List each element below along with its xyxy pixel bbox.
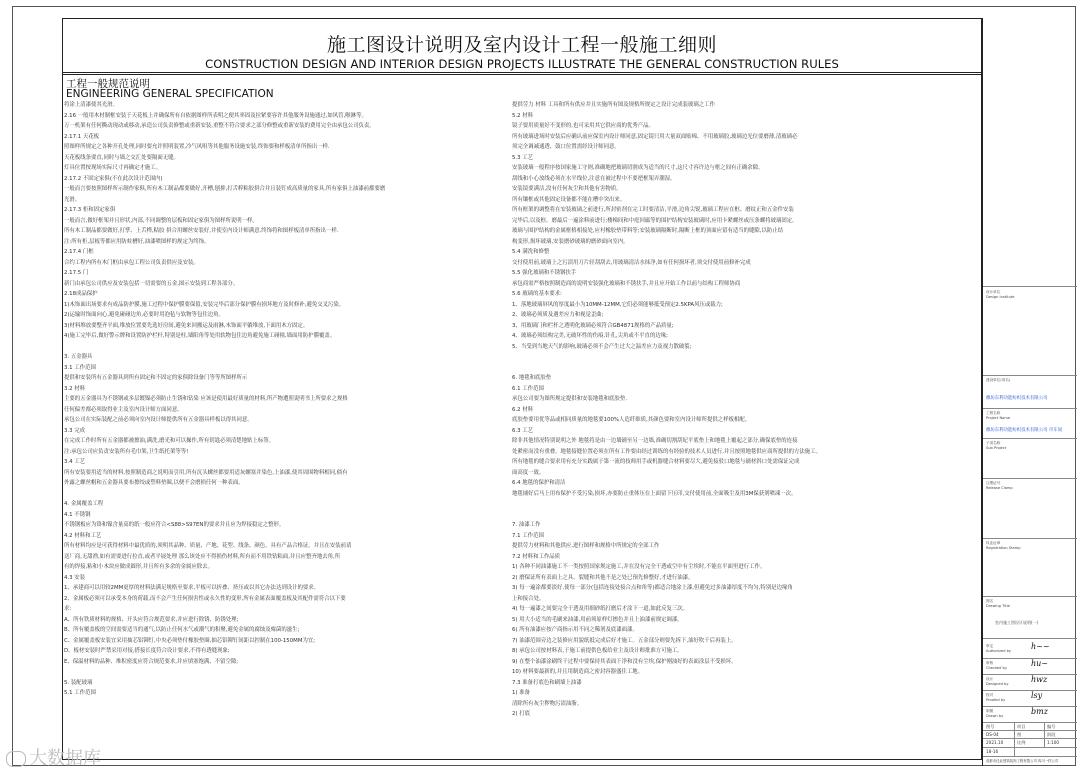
spec-line: 4) 每一遍漆之间要完全干透及用细砂纸打磨后才涂下一道,如此反复三次。 xyxy=(512,606,689,612)
spec-line xyxy=(64,342,504,353)
spec-line: 1、落地玻璃屏风的厚度最小为10MM-12MM,它们必须能够抵受预定2.5KPA风压或载力; xyxy=(512,301,723,308)
role-label: 设计 xyxy=(986,677,994,681)
title-block-footer: 成都市佳业建筑装饰工程有限公司 四川一样公司 xyxy=(986,759,1059,763)
spec-line: 5.1 工作范围 xyxy=(64,690,96,696)
spec-line: 除非其他情况特别说明之外 地毯将是由一边墙铺至另一边墙,准确切割刮妃平底垫上和地毯上覆起之部分,确保底垫的连接 xyxy=(512,438,798,444)
role-en: Checked by xyxy=(986,666,1007,670)
sub-project-label: 子项名称 xyxy=(986,441,1001,445)
spec-line: 地毯铺好后马上用布保护不受污染,损坏,亦要防止重体压在上面留下压印,交付使用前,全面吸尘及用3M保获剂喷凍一次。 xyxy=(512,490,797,497)
spec-line: 5.5 强化玻璃和不锈钢扶手 xyxy=(512,270,577,276)
spec-line: 2.17.2 不固定家俱(不在此次设计范围内) xyxy=(64,175,163,182)
spec-line: 处紧密而没有重叠。地毯接缝位置必须在所有工作要由经过训练的有经验的技术人员进行,并且按照地毯供应商所提供的方法施工。 xyxy=(512,448,821,455)
tb-divider xyxy=(983,722,1077,723)
registration-en: Registration Stamp xyxy=(986,546,1021,550)
tb-divider xyxy=(983,596,1077,597)
spec-line: 3)材料堆放要整齐平面,堆放位置要先选好房间,避免来回搬运及雨淋,木饰面平躺堆放,下面用木方固定。 xyxy=(64,322,309,329)
spec-line: 5.2 材料 xyxy=(512,112,534,119)
spec-line: 将涂上清漆使其光滑。 xyxy=(64,102,118,108)
spec-line: 2)运输时饰面向心,避免碰碰边角,必要时用泡毡与软物等包住边角。 xyxy=(64,312,224,318)
spec-line: 照图样所规定之各种开孔处理,同时要允许照明装置,冷气风咀等其他服务设施安装,终饰要和样板清单所指出一样. xyxy=(64,144,330,150)
spec-line: 5.4 满洗和修整 xyxy=(512,249,550,255)
spec-line xyxy=(512,499,977,510)
spec-line: 注:所有柜,层板等都应用防蛀槽好,油漆喷图样的规定为终饰。 xyxy=(64,238,210,245)
tb-divider xyxy=(983,438,1077,439)
spec-line: 3.2 材料 xyxy=(64,385,86,392)
role-label: 审核 xyxy=(986,661,994,665)
spec-line: 7.1 工作范围 xyxy=(512,532,544,539)
project-en: Project Name xyxy=(986,416,1011,420)
spec-line: 5.3 工艺 xyxy=(512,154,534,161)
grid-cell: DS-04 xyxy=(986,732,999,737)
owner-label: 建设单位(项名) xyxy=(986,378,1011,382)
spec-line xyxy=(512,352,977,363)
tb-divider xyxy=(983,747,1077,748)
drawing-label: 图名 xyxy=(986,599,994,603)
drawing-en: Drawing Title xyxy=(986,604,1010,608)
tb-divider xyxy=(983,738,1077,739)
signature: bmz xyxy=(1031,707,1048,716)
spec-line: 7.3 准备打底色和刷墙上油漆 xyxy=(512,679,582,686)
spec-line: 2.17.3 柜和固定家俱 xyxy=(64,207,116,213)
tb-divider xyxy=(983,538,1077,539)
tb-divider xyxy=(983,690,1077,691)
spec-line: 交付使用前,玻璃上之污渍用刀片轻刮刮去,用玻璃清洁水抹净,如有任何损坏者,须交付使用前修补完成 xyxy=(512,259,751,266)
role-en: Designed by xyxy=(986,682,1009,686)
spec-line: 2、金属板必须可以承受本身的荷载,而不会产生任何损害性或永久性的变形,所有金属表面覆盖板及其配件需符合以下要 xyxy=(64,595,346,602)
section-heading-en: ENGINEERING GENERAL SPECIFICATION xyxy=(66,88,274,100)
spec-line: 有的焊接,粘和小木块应做成圆形,并且所有多余的金属应除去。 xyxy=(64,564,213,570)
spec-line: 主要的五金器具为不锈钢或多层镀镍必须防止生锈和钻染 应该是使用最好质量的材料,所产物遭照说明书上所要求之规格 xyxy=(64,396,348,402)
grid-cell: 编号 xyxy=(1047,724,1056,729)
spec-line: 9) 在整个油漆涂刷终干过程中要保持其表面干净和没有尘埃,保护刚油好的表面涂层不受损坏。 xyxy=(512,658,737,665)
sub-project-en: Sub Project xyxy=(986,446,1007,450)
spec-line: 所有地毯的缝合要求用有充分实践属于第一流的技师用手或机器缝合材料要尽大,避免接驳口地毯与铺材斜口处需保证完成 xyxy=(512,459,800,465)
spec-line: 所有材料均应是可获得材料中最优质的,须明其品种、质量、产地、花型、线条、颜色、具有产品合格证。并且在安装前请 xyxy=(64,543,352,549)
tb-divider xyxy=(983,730,1077,731)
sheet-title-en: CONSTRUCTION DESIGN AND INTERIOR DESIGN PROJECTS ILLUSTRATE THE GENERAL CONSTRUCTION RULES xyxy=(205,57,839,71)
signature: h~~ xyxy=(1031,642,1050,651)
spec-line: 6.1 工作范围 xyxy=(512,385,544,392)
owner-value: 潍坊东利功能纺织技术有限公司 xyxy=(986,396,1048,401)
spec-line: 6.3 工艺 xyxy=(512,427,534,434)
spec-line: 5、当受到当地天气的影响,玻璃必须不会产生过大之温差应力及视力散破裂; xyxy=(512,343,692,350)
registration-label: 执业证章 xyxy=(986,541,1001,545)
spec-line: 5. 装配玻璃 xyxy=(64,679,93,686)
spec-line: 合约工程内所有木门框由承包工程公司负责供应及安装。 xyxy=(64,259,199,266)
sheet-title-cn: 施工图设计说明及室内设计工程一般施工细则 xyxy=(326,34,717,56)
approval-en: Release Clamp xyxy=(986,486,1013,490)
grid-cell: 项目 xyxy=(1017,724,1026,729)
spec-line: 8) 承包公司按材料表,于施工前提供色板给业主及设计师批准方可施工。 xyxy=(512,648,683,654)
project-label: 工程名称 xyxy=(986,411,1001,415)
title-block xyxy=(982,18,1076,766)
spec-line: B、所有覆盖板的空间需要适当的通气,以防止任何水气或潮气的积聚,避免金属的腐蚀及霉菌的滋生; xyxy=(64,627,300,633)
spec-line: D、板材安装时严禁采用对接,搭接长度符合设计要求,不得有透缝现象; xyxy=(64,648,230,654)
spec-line: 面高度一致。 xyxy=(512,469,545,476)
spec-line: 4. 金属覆盖工程 xyxy=(64,501,104,507)
spec-column-left xyxy=(64,100,504,699)
spec-line: 10) 材料要最新的,并且用制造商之密封容器盛住工地。 xyxy=(512,669,643,675)
design-institute-en: Design Institute xyxy=(986,295,1015,299)
spec-line: 一般而言要按照图样所示制作家俱,所有木工制品都要做好,开槽,刨抑,打舌粹粘胶拼合并且装钉成高质量的家具,所有家俱上油漆前都要磨 xyxy=(64,186,386,192)
spec-line: 7.2 材料和工作品质 xyxy=(512,553,561,560)
spec-line: 4)施工完毕后,做好警示牌和设置防护栏杆,特别是柱,墙阳角等处用软物包住边角避免施工碰撞,墙面用防护膜覆盖。 xyxy=(64,333,336,339)
spec-line: 6.4 地毯的保护和清洁 xyxy=(512,480,566,486)
spec-line: A、所有铁质材料的规格、开头应符合规范要求,并应进行除锈、防锈处理; xyxy=(64,616,239,623)
approval-label: 注册证号 xyxy=(986,481,1001,485)
design-institute-label: 设计单位 xyxy=(986,290,1001,294)
spec-line xyxy=(64,667,504,678)
spec-line xyxy=(512,510,977,521)
spec-line: 3.1 工作范围 xyxy=(64,364,96,371)
spec-line: 1、承建商可以用较2MM更厚的材料法满足规格至要求,平板可以折叠、挤压或以其它办法达到设计的要求。 xyxy=(64,585,320,591)
spec-line: 一般而言,做好框架并且形状,内部,不同调整的层板和固定家俱为图样所说明一样。 xyxy=(64,217,258,224)
section-heading-cn: 工程一般规范说明 xyxy=(66,78,150,90)
spec-line: C、金属覆盖板安装宜采用抽芯铝铆钉,中央必须垫付橡胶垫圈,抽芯铝铆钉间距以控制在100-150MM为宜; xyxy=(64,637,316,644)
spec-line: 2、玻璃必须质及遇差应力和视觉歪曲; xyxy=(512,312,604,318)
spec-line: 安装玻璃一般程序按国家施工守则,准确地把玻璃切割成为适当的尺寸,这尺寸容许边与框之间有正确余隙。 xyxy=(512,165,764,171)
grid-cell: 阶段 xyxy=(1047,732,1056,737)
spec-line: 安装镜要满洁,没有任何灰尘和其他有害物质。 xyxy=(512,186,622,192)
spec-line: 不锈钢板应为铬和镍含量高的纸一般应符合<S88>S97EN的要求并且应为焊接稳定之整形。 xyxy=(64,522,285,528)
spec-line: 任何偏差都必须取得业主及室内设计师方面同意。 xyxy=(64,406,183,413)
spec-line: 1) 各种不同油漆施工不一类按照国家规定施工,并在没有完全干透或空中有尘埃时,不能在平面里进行工作。 xyxy=(512,564,766,570)
tb-divider xyxy=(983,478,1077,479)
spec-line: 3.3 完成 xyxy=(64,427,86,434)
spec-line: 注:承包公司应负责安装所有毛巾架,卫生纸托架等等! xyxy=(64,448,189,455)
grid-cell: 2021.10 xyxy=(986,740,1004,745)
signature: hwz xyxy=(1031,675,1048,684)
grid-cell: 18-16 xyxy=(986,749,999,754)
spec-line: 4.3 安装 xyxy=(64,574,86,581)
spec-line: 灯具位置按现场实际尺寸再确定才施工。 xyxy=(64,165,162,171)
spec-line: 须完全调减通透、鼓口位置需经设计师同意。 xyxy=(512,144,620,150)
spec-line: 4.2 材料和工艺 xyxy=(64,532,102,539)
watermark xyxy=(6,744,101,770)
spec-line: E、保温材料的品种、堆积密度应符合规范要求,并应填塞饱满、不留空隙; xyxy=(64,658,239,665)
spec-line: 6) 所有油漆应按产商指示用不同之稀剂及底漆面漆。 xyxy=(512,627,638,633)
spec-line: 所有框架的调整将在安装玻璃之前进行,所封密剂在完工时要清洁,平滑,边角尖锐,玻璃工程应在框、磨纹正和五金件安装 xyxy=(512,207,794,213)
spec-line: 所有玻璃进场时安装后应确认前应保室内设计师同意,固定镜只用大量双面贴棉、不用玻璃胶,玻璃边光位要磨薄,清玻璃必 xyxy=(512,133,798,140)
spec-line: 2) 磨保证所有表面上之具、裂缝和其他不是之处已预先修整好,才进行油漆。 xyxy=(512,574,694,581)
spec-line: 天花板线条要直,同时与墙之交汇处要隔面无缝。 xyxy=(64,154,179,161)
spec-line: 承包公司要为图所规定提供和安装地毯和底胶垫. xyxy=(512,396,627,402)
tb-divider xyxy=(983,674,1077,675)
grid-cell: 图 xyxy=(1017,732,1022,737)
tb-divider xyxy=(983,375,1077,376)
signature: lsy xyxy=(1031,691,1043,700)
tb-divider xyxy=(983,756,1077,757)
drawing-value: 室内施工图设计说明(一) xyxy=(995,620,1039,625)
tb-divider xyxy=(983,658,1077,659)
spec-line: 2.17.1 天花板 xyxy=(64,133,100,140)
spec-line: 2) 打底 xyxy=(512,711,531,717)
spec-line: 所有安装要用适当的材料,按照制造商之说明而引用,所有沉头螺丝都要用适灰螺塞并染色,上油漆,使其周围物料相同,倘有 xyxy=(64,469,348,476)
spec-line: 3) 每一遍涂都要淡好,使每一部分(包括连接处接合点和角等)都适合地涂上漆,但避免过多油漆厚度不均匀,特别是边缘角 xyxy=(512,585,793,591)
spec-line xyxy=(512,363,977,374)
spec-line: 底胶垫要用优等品或相同质量的地毯要100%人造纤维质,其颜色要和室内设计师所提供之样板相配。 xyxy=(512,417,751,423)
spec-line: 承包公司在实际装配之前必须向室内设计师提供所有五金器具样板以得其同意。 xyxy=(64,417,253,423)
role-en: Proofed by xyxy=(986,698,1006,702)
spec-line xyxy=(64,489,504,500)
grid-vline xyxy=(1014,722,1015,756)
spec-line: 在完成工作时所有五金器都被擦油,满洗,磨光和可以操作,所有钥匙必须清楚地贴上标签。 xyxy=(64,438,274,444)
spec-line: 3. 五金器具 xyxy=(64,354,93,360)
grid-cell: 比例 xyxy=(1017,740,1026,745)
spec-line: 3.4 工艺 xyxy=(64,459,86,465)
spec-line: 4、玻璃必须结构完美,无破坏性的伤痕,针孔,尖角或不平直的边缘; xyxy=(512,333,668,339)
spec-line: 光滑。 xyxy=(64,196,81,203)
spec-line: 2.16 一般用木材制框安装于天花板上并确保所有自依据图样所表明之便其率固及拉紧要容许其他服务设施通过,如风管,喉淋等。 xyxy=(64,112,367,119)
spec-line: 2.17.5 门 xyxy=(64,270,89,276)
spec-line: 3、用玻璃门和栏杆之透明化玻璃必须符合GB4871规格的产品质量; xyxy=(512,322,674,329)
tb-divider xyxy=(983,638,1077,639)
spec-line: 送厂商,无甜渔,如有需要进行拉直,或者平展处理 那么该处应不得损伤材料,所有而不用铁钻粘面,并且应整齐地去角,所 xyxy=(64,553,341,560)
spec-line: 2.17.4 门框 xyxy=(64,249,94,255)
spec-line: 刮线和小心放线必须在水平线位,注意在被过程中不要把框架弄潮湿。 xyxy=(512,175,676,182)
spec-line: 7. 油漆工作 xyxy=(512,522,541,528)
spec-line: 承包商需严格按照制造商的说明安装强化玻璃和不锈扶手,并且应开始工作以前与结构工程师协商 xyxy=(512,280,741,287)
role-label: 制图 xyxy=(986,709,994,713)
spec-line: 2.18成品保护 xyxy=(64,291,98,297)
spec-line: 4.1 不锈钢 xyxy=(64,511,91,518)
spec-line: 玻璃与围护结构的金属框格相接处,应衬橡胶垫带料等;安装玻璃隔断时,隔断上框的顶面应留有适当的缝隙,以防止结 xyxy=(512,228,784,234)
spec-line: 7) 油漆范围旁边之装修应用貌纸抵完成后好才施工。五金部分则要先拆下,油好吹干后再装上。 xyxy=(512,637,737,644)
spec-line: 5) 用大小适当的毛刷来油漆,用前须原样灯擦色并且上油漆前规定调漆。 xyxy=(512,616,683,623)
spec-line: 1) 准备 xyxy=(512,690,531,696)
title-underline-double xyxy=(62,74,982,75)
role-label: 审定 xyxy=(986,644,994,648)
spec-line: 5.6 玻璃的基本要求: xyxy=(512,291,562,297)
spec-line: 提供和安装所有五金器具到所有固定和不固定的家俱除设备门等等所图样所示 xyxy=(64,375,248,381)
spec-line: 所有镶框或其他固定设备都不能在槽中突出来。 xyxy=(512,196,626,203)
tb-divider xyxy=(983,408,1077,409)
spec-line: 提供劳力材料和其他供应,进行图样和规格中所规定的全部工作 xyxy=(512,543,660,549)
spec-line: 提供劳力 材料 工具和所有供应并且实施所有图及规格所规定之设计完成装玻璃之工作 xyxy=(512,102,715,108)
spec-line: 所有木工制品都要做好,打孳、上舌榫,粘胶 拼合用螺丝安装好,并使室内设计师满意,终饰将和图样板清单所指出一样. xyxy=(64,228,339,234)
watermark-text: 大数据库 xyxy=(29,748,101,769)
spec-line: 6.2 材料 xyxy=(512,406,534,413)
spec-line: 上和接合处。 xyxy=(512,595,545,602)
spec-line: 新门由承包公司供应及安装包括一切需要的五金,图示安装到工程各部分。 xyxy=(64,280,239,287)
spec-line: 求: xyxy=(64,606,72,612)
grid-cell: 1:100 xyxy=(1047,740,1060,745)
tb-divider xyxy=(983,706,1077,707)
spec-line: 镜子要用质量好不变形的,也可采用其它供应商的优秀产品。 xyxy=(512,123,654,129)
title-underline xyxy=(62,72,982,73)
tb-divider xyxy=(983,286,1077,287)
watermark-logo-icon xyxy=(6,751,26,767)
spec-line: 完毕后,以及框、磨最后一遍涂料前进行;楼梯间和中庭回廊等的围护结构安装玻璃时,应用卡紧螺丝或压条螺将玻璃固定, xyxy=(512,217,794,224)
spec-line: 清除所有灰尘秽物污渍油脂。 xyxy=(512,700,583,707)
spec-line: 6. 地毯和底胶垫 xyxy=(512,375,552,381)
spec-line: 1)木饰面出场要求有成品防护膜,施工过程中保护膜要保留,安装完毕后部分保护膜有损坏地方及时修补,避免交叉污染。 xyxy=(64,301,345,308)
project-value: 潍坊东利功能纺织技术有限公司 市车间 xyxy=(986,428,1063,433)
signature: hu~ xyxy=(1031,659,1049,668)
role-label: 校对 xyxy=(986,693,994,697)
role-en: Authorized by xyxy=(986,649,1012,653)
spec-line: 构变形,损坏玻璃,安装磨砂玻璃的磨砂面向室内。 xyxy=(512,238,629,245)
grid-cell: 图号 xyxy=(986,724,995,729)
role-en: Drawn by xyxy=(986,714,1004,718)
spec-column-right xyxy=(512,100,977,720)
spec-line: 万一机架有任何撕动现动或移动,承造公司负责修整或重新安装,重整不符合要求之部分修整或重新安装的费用完全由承包公司负责。 xyxy=(64,123,375,129)
grid-vline xyxy=(1044,722,1045,747)
spec-line: 外露之螺丝帽和五金器具要布擦绞或塑料垫圈,以便不会磨损任何一种表面。 xyxy=(64,480,244,486)
